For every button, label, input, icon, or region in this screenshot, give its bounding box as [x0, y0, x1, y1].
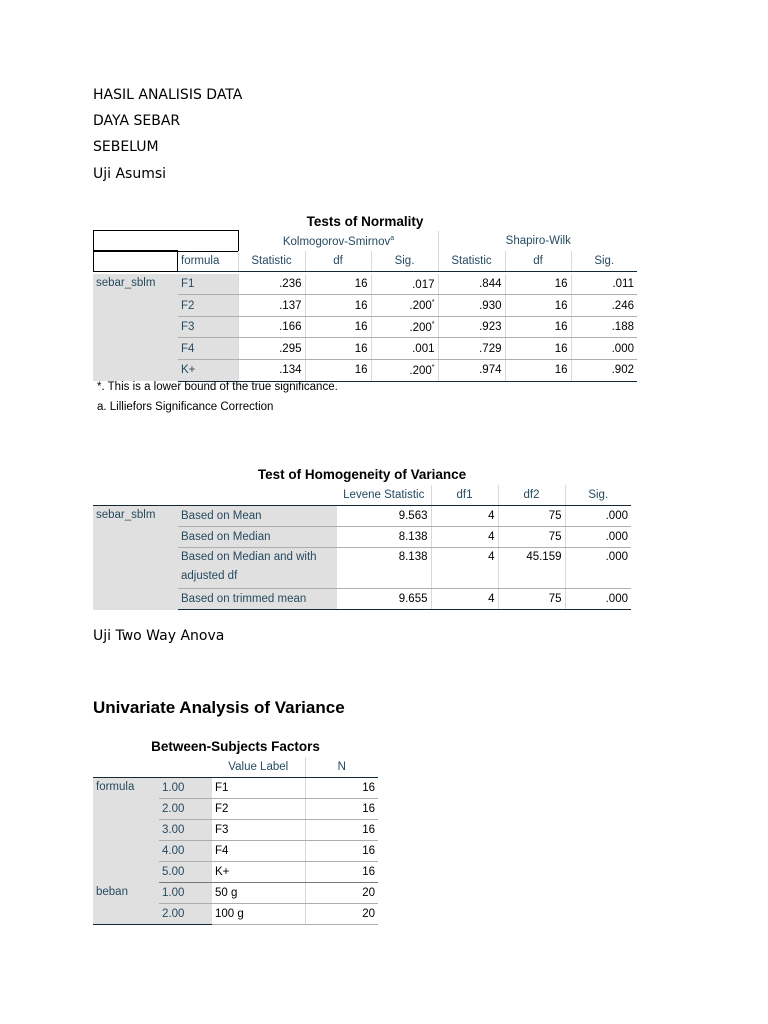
- row-label: Based on Mean: [178, 506, 337, 527]
- cell-sig: .000: [565, 527, 631, 548]
- value-label-header: Value Label: [212, 757, 305, 778]
- cell-levene: 9.563: [337, 506, 431, 527]
- cell-df2: 45.159: [498, 548, 565, 589]
- cell-sig: .000: [565, 506, 631, 527]
- cell-ks-stat: .236: [238, 274, 305, 295]
- row-label: F4: [178, 338, 238, 360]
- cell-df1: 4: [431, 548, 498, 589]
- normality-group-label: sebar_sblm: [93, 274, 178, 381]
- cell-df1: 4: [431, 527, 498, 548]
- cell-ks-sig: .200*: [371, 359, 438, 381]
- value-label-cell: 50 g: [212, 883, 305, 904]
- cell-ks-stat: .134: [238, 359, 305, 381]
- cell-sw-df: 16: [505, 274, 571, 295]
- cell-ks-sig: .001: [371, 338, 438, 360]
- cell-df2: 75: [498, 527, 565, 548]
- table-row: [93, 883, 378, 904]
- n-cell: 16: [305, 820, 378, 841]
- cell-ks-df: 16: [305, 295, 371, 317]
- heading-uji-asumsi: Uji Asumsi: [93, 166, 167, 182]
- between-corner: [93, 757, 212, 778]
- n-cell: 16: [305, 778, 378, 799]
- corner-cell-bottom: [93, 250, 178, 272]
- cell-sw-stat: .923: [438, 316, 505, 338]
- row-label: K+: [178, 359, 238, 381]
- sw-sig-header: Sig.: [571, 251, 637, 272]
- normality-table: [93, 230, 638, 252]
- level-cell: 4.00: [159, 841, 212, 862]
- n-cell: 16: [305, 799, 378, 820]
- homogeneity-table: [93, 485, 631, 610]
- cell-sw-sig: .246: [571, 295, 637, 317]
- cell-df1: 4: [431, 506, 498, 527]
- formula-col-header: formula: [178, 251, 238, 272]
- cell-sw-sig: .902: [571, 359, 637, 381]
- cell-df1: 4: [431, 589, 498, 610]
- n-cell: 20: [305, 883, 378, 904]
- ks-group-header: Kolmogorov-Smirnov$^a$: [282, 234, 395, 248]
- homogeneity-table-title: Test of Homogeneity of Variance: [257, 467, 467, 482]
- n-cell: 16: [305, 841, 378, 862]
- factor-label-formula: formula: [93, 778, 159, 883]
- cell-ks-df: 16: [305, 316, 371, 338]
- table-row: [93, 778, 378, 799]
- sw-group-header: Shapiro-Wilk: [439, 231, 638, 252]
- row-label: Based on Median and with adjusted df: [178, 548, 337, 589]
- ks-sig-header: Sig.: [371, 251, 438, 272]
- homogeneity-group-label: sebar_sblm: [93, 506, 178, 610]
- row-label: F1: [178, 274, 238, 295]
- cell-sw-stat: .930: [438, 295, 505, 317]
- table-row: [93, 506, 631, 527]
- table-row: [93, 274, 637, 295]
- heading-hasil-analisis: HASIL ANALISIS DATA: [93, 87, 243, 103]
- n-cell: 16: [305, 862, 378, 883]
- value-label-cell: K+: [212, 862, 305, 883]
- row-label: F2: [178, 295, 238, 317]
- sig-header: Sig.: [565, 485, 631, 506]
- level-cell: 5.00: [159, 862, 212, 883]
- cell-ks-df: 16: [305, 338, 371, 360]
- value-label-cell: F4: [212, 841, 305, 862]
- cell-sig: .000: [565, 548, 631, 589]
- value-label-cell: F3: [212, 820, 305, 841]
- homogeneity-corner: [93, 485, 337, 506]
- cell-levene: 8.138: [337, 548, 431, 589]
- heading-uji-two-way-anova: Uji Two Way Anova: [93, 628, 225, 644]
- cell-ks-stat: .295: [238, 338, 305, 360]
- level-cell: 2.00: [159, 799, 212, 820]
- between-factors-title: Between-Subjects Factors: [151, 739, 320, 754]
- cell-sw-df: 16: [505, 338, 571, 360]
- cell-sw-df: 16: [505, 359, 571, 381]
- value-label-cell: F1: [212, 778, 305, 799]
- cell-df2: 75: [498, 589, 565, 610]
- normality-table-title: Tests of Normality: [306, 214, 424, 229]
- cell-ks-stat: .137: [238, 295, 305, 317]
- cell-ks-df: 16: [305, 274, 371, 295]
- ks-statistic-header: Statistic: [238, 251, 305, 272]
- cell-sw-df: 16: [505, 316, 571, 338]
- n-cell: 20: [305, 904, 378, 925]
- cell-sw-sig: .000: [571, 338, 637, 360]
- normality-footnote-lower-bound: *. This is a lower bound of the true significance.: [97, 381, 338, 393]
- cell-ks-df: 16: [305, 359, 371, 381]
- cell-sw-sig: .188: [571, 316, 637, 338]
- cell-sw-stat: .729: [438, 338, 505, 360]
- cell-sw-df: 16: [505, 295, 571, 317]
- value-label-cell: F2: [212, 799, 305, 820]
- levene-header: Levene Statistic: [337, 485, 431, 506]
- ks-df-header: df: [305, 251, 371, 272]
- n-header: N: [305, 757, 378, 778]
- cell-levene: 9.655: [337, 589, 431, 610]
- row-label: Based on Median: [178, 527, 337, 548]
- cell-levene: 8.138: [337, 527, 431, 548]
- univariate-title: Univariate Analysis of Variance: [93, 698, 345, 717]
- level-cell: 3.00: [159, 820, 212, 841]
- corner-cell-top: [94, 231, 239, 252]
- sw-df-header: df: [505, 251, 571, 272]
- row-label: F3: [178, 316, 238, 338]
- cell-df2: 75: [498, 506, 565, 527]
- heading-sebelum: SEBELUM: [93, 139, 159, 155]
- cell-ks-sig: .200*: [371, 316, 438, 338]
- df1-header: df1: [431, 485, 498, 506]
- between-factors-table: [93, 757, 378, 925]
- cell-ks-sig: .017: [371, 274, 438, 295]
- normality-footnote-lilliefors: a. Lilliefors Significance Correction: [97, 401, 274, 413]
- cell-ks-sig: .200*: [371, 295, 438, 317]
- level-cell: 2.00: [159, 904, 212, 925]
- cell-sw-stat: .844: [438, 274, 505, 295]
- level-cell: 1.00: [159, 778, 212, 799]
- sw-statistic-header: Statistic: [438, 251, 505, 272]
- normality-header-row: [178, 251, 637, 272]
- row-label: Based on trimmed mean: [178, 589, 337, 610]
- value-label-cell: 100 g: [212, 904, 305, 925]
- cell-sw-sig: .011: [571, 274, 637, 295]
- normality-body: [93, 274, 637, 382]
- cell-ks-stat: .166: [238, 316, 305, 338]
- cell-sig: .000: [565, 589, 631, 610]
- df2-header: df2: [498, 485, 565, 506]
- heading-daya-sebar: DAYA SEBAR: [93, 113, 181, 129]
- level-cell: 1.00: [159, 883, 212, 904]
- factor-label-beban: beban: [93, 883, 159, 925]
- cell-sw-stat: .974: [438, 359, 505, 381]
